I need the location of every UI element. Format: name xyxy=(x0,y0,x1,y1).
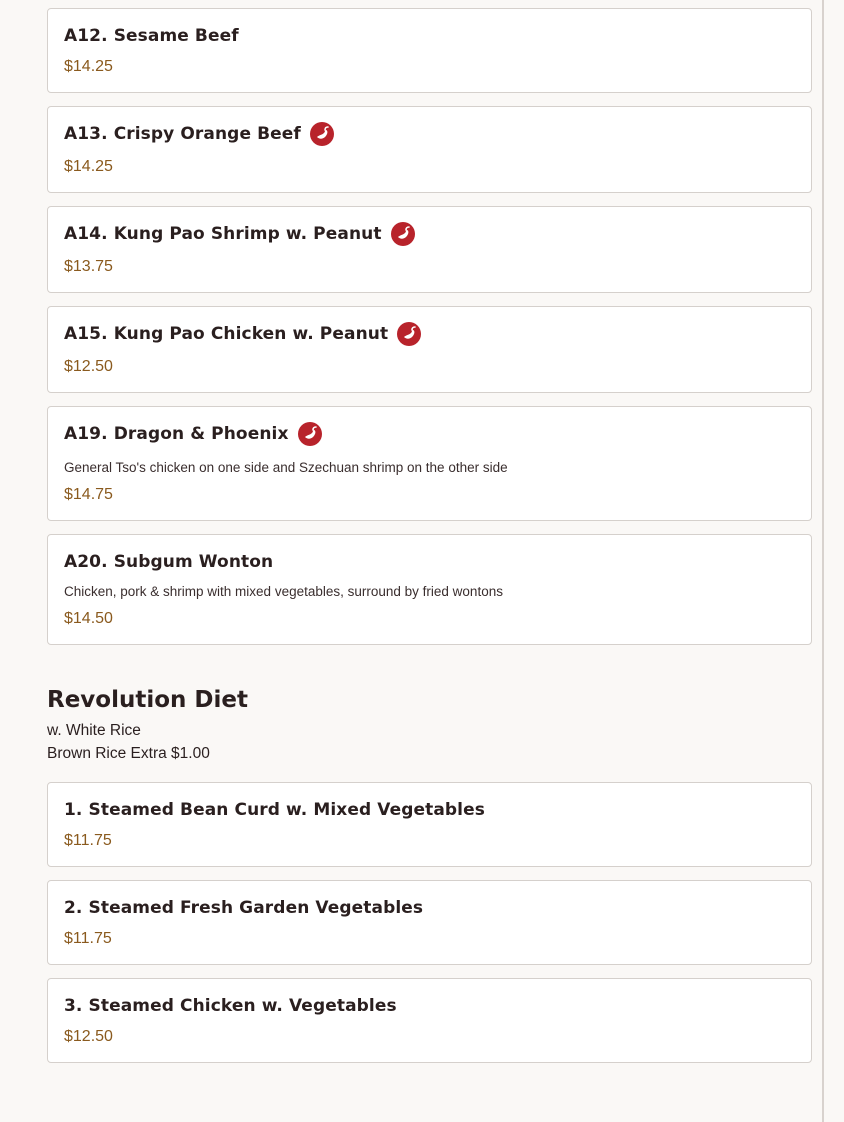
menu-item-price: $12.50 xyxy=(64,358,113,375)
menu-item-price: $11.75 xyxy=(64,930,112,947)
menu-item-description: Chicken, pork & shrimp with mixed vegetables, surround by fried wontons xyxy=(64,584,503,599)
chili-pepper-icon xyxy=(397,322,421,346)
menu-item-name: A12. Sesame Beef xyxy=(64,26,239,46)
chili-pepper-icon xyxy=(391,222,415,246)
menu-item-name: 2. Steamed Fresh Garden Vegetables xyxy=(64,898,424,918)
menu-item-name: A19. Dragon & Phoenix xyxy=(64,424,289,444)
menu-content xyxy=(47,8,812,1076)
section-title: Revolution Diet xyxy=(47,687,248,713)
menu-item-name: A13. Crispy Orange Beef xyxy=(64,124,301,144)
menu-item-card[interactable] xyxy=(47,8,812,93)
menu-item-card[interactable] xyxy=(47,978,812,1063)
menu-item-name: 3. Steamed Chicken w. Vegetables xyxy=(64,996,397,1016)
menu-item-price: $14.75 xyxy=(64,486,113,503)
menu-item-card[interactable] xyxy=(47,106,812,193)
menu-item-card[interactable] xyxy=(47,880,812,965)
chili-pepper-icon xyxy=(310,122,334,146)
menu-item-card[interactable] xyxy=(47,306,812,393)
menu-item-price: $11.75 xyxy=(64,832,112,849)
menu-item-name: A14. Kung Pao Shrimp w. Peanut xyxy=(64,224,382,244)
menu-item-card[interactable] xyxy=(47,782,812,867)
menu-item-name: A20. Subgum Wonton xyxy=(64,552,274,572)
menu-item-name: 1. Steamed Bean Curd w. Mixed Vegetables xyxy=(64,800,485,820)
menu-section xyxy=(47,685,812,765)
menu-item-price: $12.50 xyxy=(64,1028,113,1045)
section-notes xyxy=(47,719,812,765)
menu-item-price: $13.75 xyxy=(64,258,113,275)
menu-item-card[interactable] xyxy=(47,206,812,293)
menu-item-price: $14.50 xyxy=(64,610,113,627)
section-note: w. White Rice xyxy=(47,722,141,739)
menu-item-name: A15. Kung Pao Chicken w. Peanut xyxy=(64,324,389,344)
menu-item-card[interactable] xyxy=(47,534,812,645)
menu-item-card[interactable] xyxy=(47,406,812,521)
chili-pepper-icon xyxy=(298,422,322,446)
menu-item-price: $14.25 xyxy=(64,58,113,75)
menu-item-price: $14.25 xyxy=(64,158,113,175)
scroll-edge-divider xyxy=(822,0,824,1122)
section-note: Brown Rice Extra $1.00 xyxy=(47,745,210,762)
menu-item-description: General Tso's chicken on one side and Szechuan shrimp on the other side xyxy=(64,460,508,475)
